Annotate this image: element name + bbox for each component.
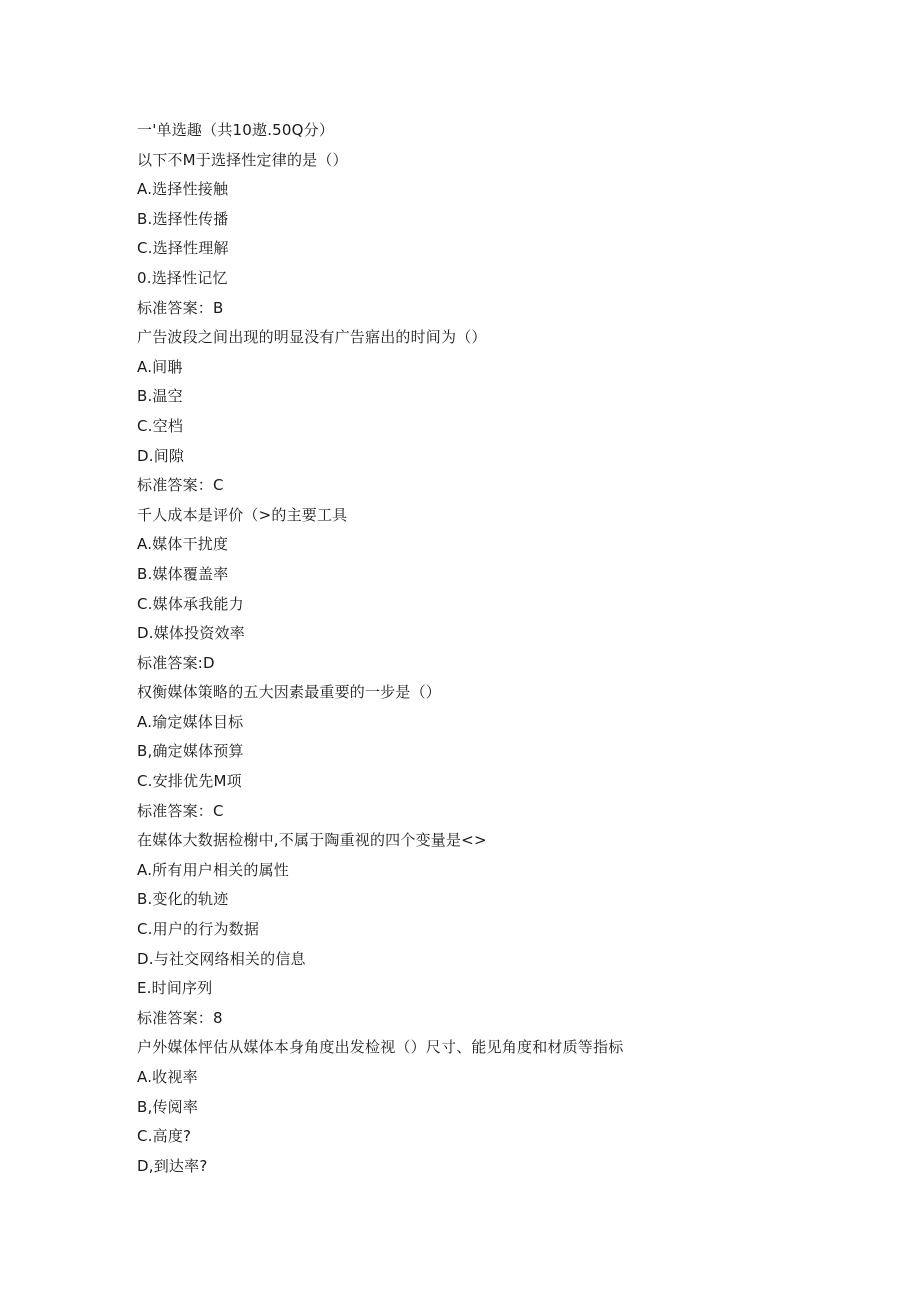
question-text: 以下不M于选择性定律的是（）: [137, 150, 348, 169]
section-heading: 一'单选趣（共10遨.50Q分）: [137, 121, 335, 139]
option-text: A.所有用户相关的属性: [137, 860, 289, 879]
answer-text: 标准答案：C: [137, 476, 224, 495]
question-text: 权衡媒体策略的五大因素最重要的一步是（）: [137, 683, 442, 702]
option-text: C.安排优先M项: [137, 772, 242, 791]
option-text: D.媒体投资效率: [137, 624, 245, 643]
option-text: C.高度?: [137, 1127, 192, 1146]
option-text: B,传阅率: [137, 1097, 199, 1116]
option-text: A.选择性接触: [137, 180, 229, 199]
option-text: A.瑜定媒体目标: [137, 712, 244, 731]
option-text: A.间聃: [137, 357, 183, 376]
option-text: B.选择性传播: [137, 209, 229, 228]
option-text: A.媒体干扰度: [137, 535, 229, 554]
question-text: 广告波段之间出现的明显没有广告寤出的时间为（）: [137, 328, 487, 347]
option-text: B.媒体覆盖率: [137, 564, 229, 583]
answer-text: 标准答案：8: [137, 1008, 223, 1027]
answer-text: 标准答案:D: [137, 653, 215, 672]
option-text: C.媒体承我能力: [137, 594, 244, 613]
answer-text: 标准答案：B: [137, 298, 224, 317]
document-content: [137, 116, 877, 1181]
option-text: D,到达率?: [137, 1156, 208, 1175]
question-text: 千人成本是评价（>的主要工具: [137, 505, 348, 524]
option-text: C.选择性理解: [137, 239, 229, 258]
answer-text: 标准答案：C: [137, 801, 224, 820]
question-text: 户外媒体怦估从媒体本身角度出发检视（）尺寸、能见角度和材质等指标: [137, 1038, 624, 1057]
question-text: 在媒体大数据检榭中,不属于陶重视的四个变量是<>: [137, 831, 487, 850]
option-text: D.与社交网络相关的信息: [137, 949, 306, 968]
option-text: B.变化的轨迹: [137, 890, 229, 909]
option-text: D.间隙: [137, 446, 185, 465]
option-text: E.时间序列: [137, 979, 213, 998]
option-text: B,确定媒体预算: [137, 742, 244, 761]
option-text: C.用户的行为数据: [137, 920, 260, 939]
option-text: C.空档: [137, 416, 184, 435]
option-text: B.温空: [137, 387, 183, 406]
option-text: 0.选择性记忆: [137, 268, 228, 287]
option-text: A.收视率: [137, 1068, 198, 1086]
